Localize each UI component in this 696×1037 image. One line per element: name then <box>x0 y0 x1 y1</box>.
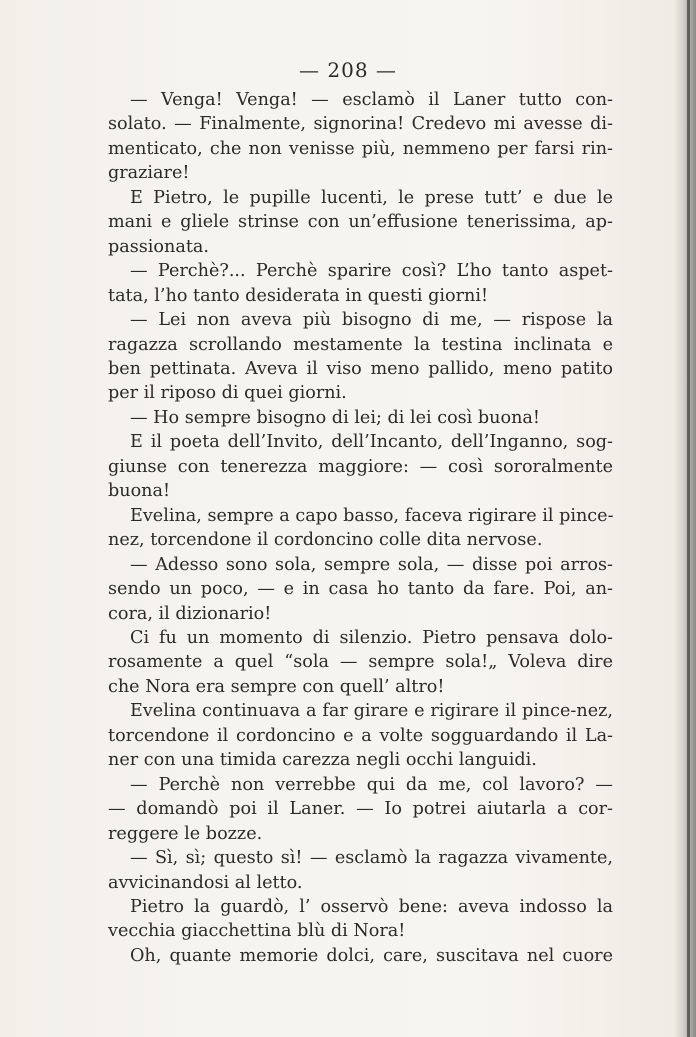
text-line: per il riposo di quei giorni. <box>108 383 347 404</box>
text-line: torcendone il cordoncino e a volte sogguardando il La- <box>108 725 613 746</box>
text-line: avvicinandosi al letto. <box>108 872 303 893</box>
text-line: tata, l’ho tanto desiderata in questi giorni! <box>108 285 489 306</box>
text-line: Evelina continuava a far girare e rigirare il pince-nez, <box>130 701 613 722</box>
page-number: — 208 — <box>299 58 397 82</box>
text-line: reggere le bozze. <box>108 823 263 844</box>
text-line: rosamente a quel “sola — sempre sola!„ Voleva dire <box>108 652 613 673</box>
body-text <box>108 88 613 968</box>
text-line: Oh, quante memorie dolci, care, suscitava nel cuore <box>130 945 613 966</box>
text-line: che Nora era sempre con quell’ altro! <box>108 676 445 697</box>
text-line: solato. — Finalmente, signorina! Credevo mi avesse di- <box>108 114 613 135</box>
text-line: passionata. <box>108 236 210 257</box>
text-line: — Perchè?... Perchè sparire così? L’ho tanto aspet- <box>130 261 613 282</box>
text-line: — Lei non aveva più bisogno di me, — rispose la <box>130 310 613 331</box>
text-line: Evelina, sempre a capo basso, faceva rigirare il pince- <box>130 505 614 526</box>
text-line: — Perchè non verrebbe qui da me, col lavoro? — <box>130 774 613 795</box>
text-line: ben pettinata. Aveva il viso meno pallido, meno patito <box>108 358 613 379</box>
page-binding-edge <box>687 0 690 1037</box>
text-line: ner con una timida carezza negli occhi languidi. <box>108 750 537 771</box>
text-line: — Adesso sono sola, sempre sola, — disse poi arros- <box>130 554 613 575</box>
text-line: cora, il dizionario! <box>108 603 272 624</box>
text-line: — domandò poi il Laner. — Io potrei aiutarla a cor- <box>108 799 613 820</box>
text-line: ragazza scrollando mestamente la testina inclinata e <box>108 334 613 355</box>
text-line: giunse con tenerezza maggiore: — così sororalmente <box>108 456 613 477</box>
text-line: — Ho sempre bisogno di lei; di lei così buona! <box>130 407 540 428</box>
text-line: nez, torcendone il cordoncino colle dita nervose. <box>108 530 543 551</box>
text-line: vecchia giacchettina blù di Nora! <box>108 921 406 942</box>
text-line: sendo un poco, — e in casa ho tanto da fare. Poi, an- <box>108 579 613 600</box>
text-line: menticato, che non venisse più, nemmeno per farsi rin- <box>108 138 613 159</box>
text-line: E Pietro, le pupille lucenti, le prese tutt’ e due le <box>130 187 613 208</box>
page-edge-shadow <box>674 0 696 1037</box>
text-line: graziare! <box>108 163 190 184</box>
text-line: Ci fu un momento di silenzio. Pietro pensava dolo- <box>130 627 613 648</box>
text-line: — Sì, sì; questo sì! — esclamò la ragazza vivamente, <box>130 848 613 869</box>
text-line: Pietro la guardò, l’ osservò bene: aveva indosso la <box>130 896 613 917</box>
text-line: E il poeta dell’Invito, dell’Incanto, dell’Inganno, sog- <box>130 432 613 453</box>
text-line: — Venga! Venga! — esclamò il Laner tutto con- <box>130 90 613 110</box>
text-line: buona! <box>108 481 171 502</box>
text-line: mani e gliele strinse con un’effusione tenerissima, ap- <box>108 212 613 233</box>
